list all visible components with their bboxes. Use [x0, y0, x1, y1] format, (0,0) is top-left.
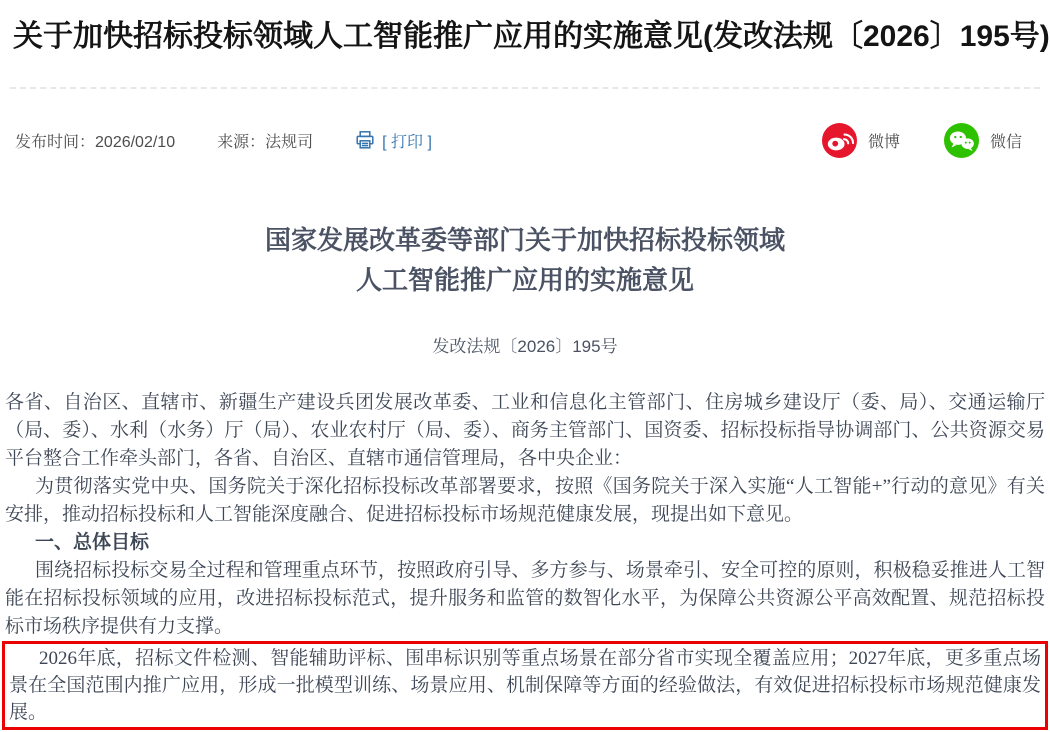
- print-label: [ 打印 ]: [382, 133, 432, 151]
- document-title: [0, 220, 1050, 300]
- source: [217, 129, 313, 152]
- weibo-label: 微博: [867, 133, 900, 151]
- meta-info: [15, 129, 432, 152]
- printer-icon: [355, 130, 375, 150]
- wechat-icon: [944, 123, 979, 158]
- page-title: 关于加快招标投标领域人工智能推广应用的实施意见(发改法规〔2026〕195号): [13, 20, 1050, 53]
- print-button[interactable]: [355, 129, 432, 152]
- addressees-paragraph: 各省、自治区、直辖市、新疆生产建设兵团发展改革委、工业和信息化主管部门、住房城乡建设厅（委、局）、交通运输厅（局、委）、水利（水务）厅（局）、农业农村厅（局、委）、商务主管部门、国资委、招标投标指导协调部门、公共资源交易平台整合工作牵头部门，各省、自治区、直辖市通信管理局，各中央企业：: [5, 392, 1045, 469]
- section-1-heading: 一、总体目标: [35, 532, 150, 553]
- weibo-icon: [822, 123, 857, 158]
- publish-time-value: 2026/02/10: [95, 133, 176, 151]
- share-wechat-button[interactable]: [944, 123, 1022, 158]
- dashed-divider: [10, 87, 1040, 89]
- source-label: 来源：: [217, 133, 266, 151]
- highlighted-goals-paragraph: 2026年底，招标文件检测、智能辅助评标、围串标识别等重点场景在部分省市实现全覆盖应用；2027年底，更多重点场景在全国范围内推广应用，形成一批模型训练、场景应用、机制保障等方面的经验做法，有效促进招标投标市场规范健康发展。: [9, 648, 1041, 723]
- highlight-annotation-box: [2, 641, 1048, 730]
- document-body: [0, 389, 1050, 730]
- document-title-line-1: 国家发展改革委等部门关于加快招标投标领域: [264, 225, 785, 255]
- share-bar: [822, 123, 1022, 158]
- document-title-line-2: 人工智能推广应用的实施意见: [355, 265, 694, 295]
- meta-bar: [15, 122, 1022, 158]
- source-value: 法规司: [265, 133, 314, 151]
- publish-time: [15, 129, 175, 152]
- wechat-label: 微信: [989, 133, 1022, 151]
- preamble-paragraph: 为贯彻落实党中央、国务院关于深化招标投标改革部署要求，按照《国务院关于深入实施“人工智能+”行动的意见》有关安排，推动招标投标和人工智能深度融合、促进招标投标市场规范健康发展，现提出如下意见。: [5, 476, 1045, 525]
- section-1-paragraph: 围绕招标投标交易全过程和管理重点环节，按照政府引导、多方参与、场景牵引、安全可控的原则，积极稳妥推进人工智能在招标投标领域的应用，改进招标投标范式，提升服务和监管的数智化水平，为保障公共资源公平高效配置、规范招标投标市场秩序提供有力支撑。: [5, 560, 1045, 637]
- document-number: 发改法规〔2026〕195号: [432, 337, 618, 356]
- publish-time-label: 发布时间：: [15, 133, 96, 151]
- share-weibo-button[interactable]: [822, 123, 900, 158]
